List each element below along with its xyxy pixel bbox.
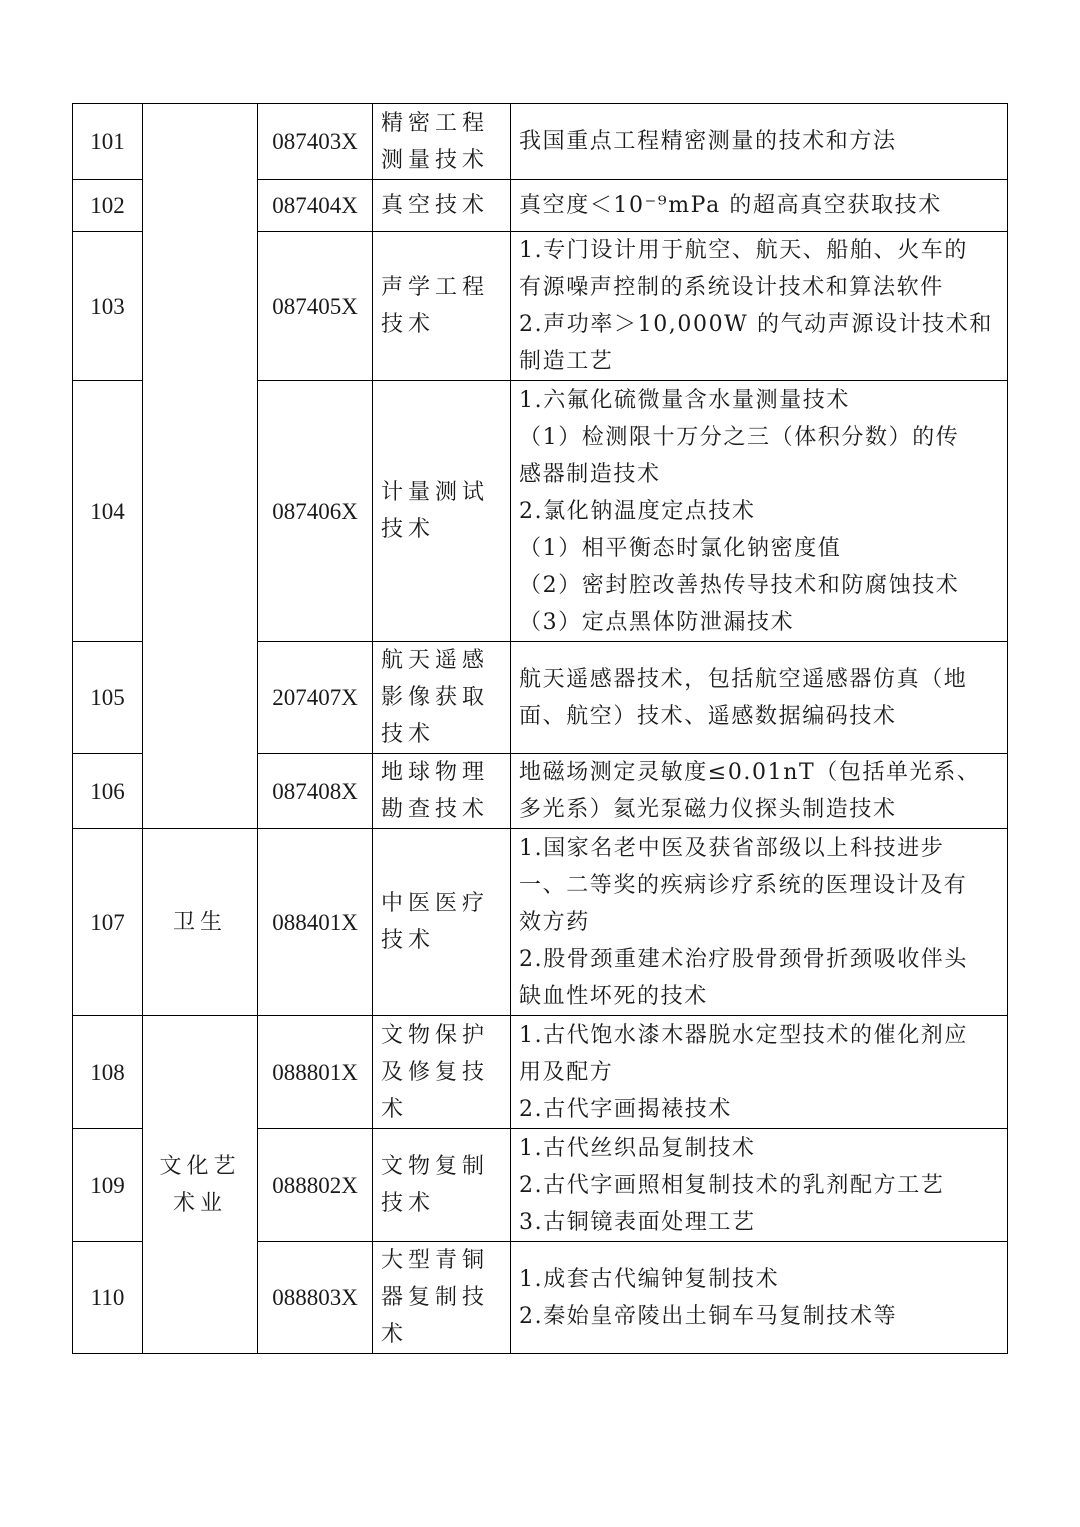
tech-description: 1.古代丝织品复制技术 2.古代字画照相复制技术的乳剂配方工艺 3.古铜镜表面处理工艺 xyxy=(511,1129,1008,1242)
tech-name: 文物复制 技术 xyxy=(373,1129,511,1242)
row-number: 101 xyxy=(73,104,143,180)
tech-code: 088803X xyxy=(258,1242,373,1354)
tech-description: 1.国家名老中医及获省部级以上科技进步 一、二等奖的疾病诊疗系统的医理设计及有 效方药 2.股骨颈重建术治疗股骨颈骨折颈吸收伴头 缺血性坏死的技术 xyxy=(511,829,1008,1016)
table-row xyxy=(73,1016,1008,1129)
tech-code: 087406X xyxy=(258,381,373,642)
tech-description: 1.古代饱水漆木器脱水定型技术的催化剂应 用及配方 2.古代字画揭裱技术 xyxy=(511,1016,1008,1129)
tech-code: 088802X xyxy=(258,1129,373,1242)
technology-table xyxy=(72,103,1008,1354)
tech-name: 文物保护 及修复技 术 xyxy=(373,1016,511,1129)
row-number: 109 xyxy=(73,1129,143,1242)
row-number: 105 xyxy=(73,642,143,754)
tech-name: 大型青铜 器复制技 术 xyxy=(373,1242,511,1354)
tech-description: 真空度＜10⁻⁹mPa 的超高真空获取技术 xyxy=(511,180,1008,232)
tech-description: 1.六氟化硫微量含水量测量技术 （1）检测限十万分之三（体积分数）的传 感器制造技术 2.氯化钠温度定点技术 （1）相平衡态时氯化钠密度值 （2）密封腔改善热传导技术和防腐蚀技术 （3）定点黑体防泄漏技术 xyxy=(511,381,1008,642)
tech-description: 地磁场测定灵敏度≤0.01nT（包括单光系、 多光系）氦光泵磁力仪探头制造技术 xyxy=(511,754,1008,829)
row-number: 108 xyxy=(73,1016,143,1129)
tech-code: 087403X xyxy=(258,104,373,180)
tech-name: 计量测试 技术 xyxy=(373,381,511,642)
row-number: 110 xyxy=(73,1242,143,1354)
tech-name: 航天遥感 影像获取 技术 xyxy=(373,642,511,754)
row-number: 104 xyxy=(73,381,143,642)
tech-description: 1.专门设计用于航空、航天、船舶、火车的 有源噪声控制的系统设计技术和算法软件 2.声功率＞10,000W 的气动声源设计技术和 制造工艺 xyxy=(511,232,1008,381)
tech-code: 087404X xyxy=(258,180,373,232)
tech-name: 中医医疗 技术 xyxy=(373,829,511,1016)
category-cell-empty xyxy=(143,104,258,829)
tech-code: 207407X xyxy=(258,642,373,754)
tech-code: 088801X xyxy=(258,1016,373,1129)
row-number: 103 xyxy=(73,232,143,381)
row-number: 106 xyxy=(73,754,143,829)
table-row xyxy=(73,829,1008,1016)
category-culture: 文化艺 术业 xyxy=(143,1016,258,1354)
tech-name: 地球物理 勘查技术 xyxy=(373,754,511,829)
tech-description: 我国重点工程精密测量的技术和方法 xyxy=(511,104,1008,180)
table-row xyxy=(73,104,1008,180)
row-number: 102 xyxy=(73,180,143,232)
category-health: 卫生 xyxy=(143,829,258,1016)
tech-code: 087408X xyxy=(258,754,373,829)
tech-description: 1.成套古代编钟复制技术 2.秦始皇帝陵出土铜车马复制技术等 xyxy=(511,1242,1008,1354)
tech-code: 087405X xyxy=(258,232,373,381)
tech-code: 088401X xyxy=(258,829,373,1016)
tech-name: 声学工程 技术 xyxy=(373,232,511,381)
tech-name: 精密工程 测量技术 xyxy=(373,104,511,180)
tech-name: 真空技术 xyxy=(373,180,511,232)
tech-description: 航天遥感器技术，包括航空遥感器仿真（地 面、航空）技术、遥感数据编码技术 xyxy=(511,642,1008,754)
row-number: 107 xyxy=(73,829,143,1016)
